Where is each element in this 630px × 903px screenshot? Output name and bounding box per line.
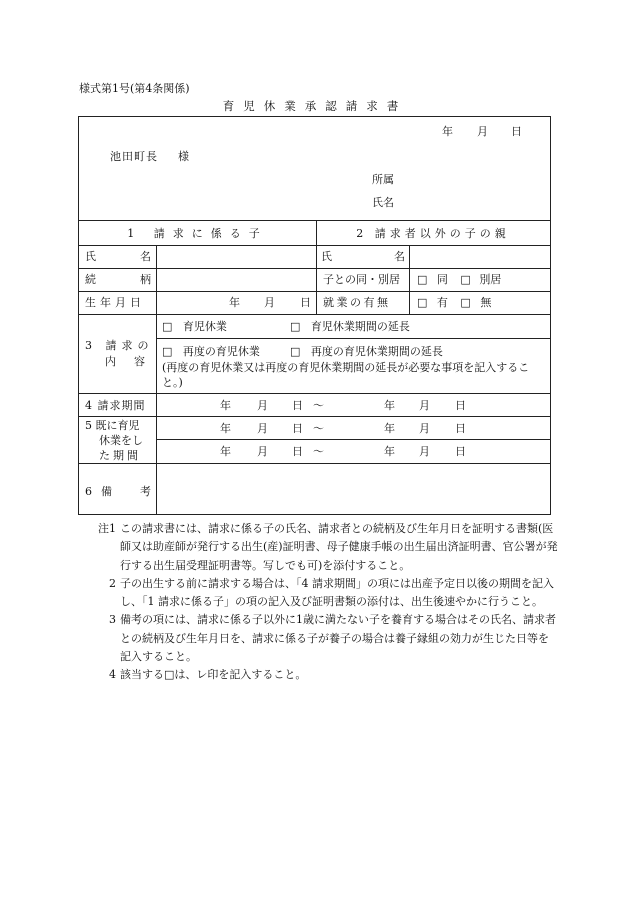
checkbox-leave-extension[interactable]: □ bbox=[290, 320, 301, 333]
note-text: この請求書には、請求に係る子の氏名、請求者との続柄及び生年月日を証明する書類(医師又は助産師が発行する出生(産)証明書、母子健康手帳の出生届出済証明書、官公署が発行する出生届受理証明書等。写しでも可)を添付すること。 bbox=[120, 522, 558, 572]
row-divider bbox=[79, 245, 550, 246]
row-divider bbox=[156, 338, 550, 339]
birthdate-label: 生年月日 bbox=[85, 296, 145, 309]
checkbox-same[interactable]: □ bbox=[417, 273, 428, 286]
row-divider bbox=[79, 291, 550, 292]
date-day: 日 bbox=[511, 125, 522, 138]
birth-month-unit: 月 bbox=[264, 296, 275, 309]
checkbox-repeat-leave[interactable]: □ bbox=[162, 345, 173, 358]
char: 氏 bbox=[321, 250, 332, 263]
row-divider bbox=[79, 314, 550, 315]
column-divider bbox=[156, 314, 157, 514]
checkbox-repeat-extension[interactable]: □ bbox=[290, 345, 301, 358]
option-repeat-extension: 再度の育児休業期間の延長 bbox=[310, 345, 443, 358]
note-text: 該当する□は、レ印を記入すること。 bbox=[120, 668, 307, 682]
date-month: 月 bbox=[477, 125, 488, 138]
notes-section bbox=[88, 520, 558, 685]
prior1-end-day: 日 bbox=[455, 422, 466, 435]
request-content-note: (再度の育児休業又は再度の育児休業期間の延長が必要な事項を記入すること。) bbox=[162, 361, 530, 389]
prior2-end-day: 日 bbox=[455, 445, 466, 458]
option-repeat-leave: 再度の育児休業 bbox=[182, 345, 260, 358]
request-option-row-2 bbox=[162, 345, 260, 358]
prior2-end-year: 年 bbox=[384, 445, 395, 458]
prior-leave-label-line1: 5 既に育児 bbox=[85, 419, 140, 432]
prior1-start-month: 月 bbox=[257, 422, 268, 435]
note-text: 備考の項には、請求に係る子以外に1歳に満たない子を養育する場合はその氏名、請求者との続柄及び生年月日を、請求に係る子が養子の場合は養子縁組の効力が生じた日等を記入すること。 bbox=[120, 613, 556, 664]
child-section-heading: 1 請求に係る子 bbox=[127, 227, 268, 240]
prior2-start-day: 日 bbox=[292, 445, 303, 458]
prior2-tilde: ～ bbox=[313, 445, 324, 458]
note-number: 注1 bbox=[98, 522, 116, 535]
prior2-end-month: 月 bbox=[419, 445, 430, 458]
checkbox-employed[interactable]: □ bbox=[417, 296, 428, 309]
request-period-label: 4 請求期間 bbox=[85, 399, 146, 412]
note-number: 3 bbox=[109, 613, 116, 627]
form-number: 様式第1号(第4条関係) bbox=[79, 82, 190, 95]
char: 備 bbox=[101, 485, 112, 498]
row-divider bbox=[79, 268, 550, 269]
note-item bbox=[88, 575, 558, 612]
checkbox-separate[interactable]: □ bbox=[460, 273, 471, 286]
row-divider bbox=[79, 416, 550, 417]
char: 続 bbox=[85, 273, 96, 286]
cohabit-separate-label: 別居 bbox=[479, 273, 502, 286]
note-item bbox=[88, 520, 558, 575]
char: 名 bbox=[394, 250, 405, 263]
prior-leave-label-line3: た期間 bbox=[99, 449, 141, 462]
prior1-start-day: 日 bbox=[292, 422, 303, 435]
birth-year-unit: 年 bbox=[229, 296, 240, 309]
period-end-month: 月 bbox=[419, 399, 430, 412]
request-form-table bbox=[78, 116, 551, 515]
birth-day-unit: 日 bbox=[300, 296, 311, 309]
date-year: 年 bbox=[442, 125, 453, 138]
char: 柄 bbox=[140, 273, 151, 286]
employment-label: 就業の有無 bbox=[323, 296, 391, 309]
row-divider bbox=[156, 439, 550, 440]
affiliation-label: 所属 bbox=[372, 173, 394, 186]
row-divider bbox=[79, 463, 550, 464]
child-name-label bbox=[85, 250, 151, 263]
document-title: 育児休業承認請求書 bbox=[222, 99, 408, 113]
column-divider bbox=[409, 245, 410, 314]
prior2-start-year: 年 bbox=[220, 445, 231, 458]
remarks-label bbox=[85, 485, 151, 498]
other-parent-name-label bbox=[321, 250, 405, 263]
employment-yes-label: 有 bbox=[436, 296, 448, 309]
employment-no-label: 無 bbox=[480, 296, 492, 309]
prior1-start-year: 年 bbox=[220, 422, 231, 435]
row-divider bbox=[79, 220, 550, 221]
prior1-tilde: ～ bbox=[313, 422, 324, 435]
addressee: 池田町長 bbox=[110, 150, 158, 163]
addressee-honorific: 様 bbox=[178, 150, 189, 163]
char: 氏 bbox=[85, 250, 96, 263]
period-end-year: 年 bbox=[384, 399, 395, 412]
checkbox-childcare-leave[interactable]: □ bbox=[162, 320, 173, 333]
relation-label bbox=[85, 273, 151, 286]
cohabit-label: 子との同・別居 bbox=[323, 273, 400, 286]
note-item bbox=[88, 611, 558, 666]
prior-leave-label-line2: 休業をし bbox=[99, 434, 143, 447]
employment-options bbox=[417, 296, 491, 309]
cohabit-options bbox=[417, 273, 501, 286]
spacer bbox=[121, 485, 131, 498]
row-divider bbox=[79, 393, 550, 394]
request-option-row-1b bbox=[290, 320, 410, 333]
other-parent-section-heading: 2 請求者以外の子の親 bbox=[356, 227, 510, 240]
period-start-month: 月 bbox=[257, 399, 268, 412]
period-end-day: 日 bbox=[455, 399, 466, 412]
request-option-row-2b bbox=[290, 345, 443, 358]
applicant-name-label: 氏名 bbox=[372, 196, 394, 209]
period-tilde: ～ bbox=[313, 399, 324, 412]
period-start-day: 日 bbox=[292, 399, 303, 412]
cohabit-same-label: 同 bbox=[436, 273, 448, 286]
request-content-label-line1: 3 請求の bbox=[85, 339, 154, 352]
column-divider bbox=[156, 245, 157, 314]
char: 考 bbox=[140, 485, 151, 498]
option-leave-extension: 育児休業期間の延長 bbox=[310, 320, 410, 333]
period-start-year: 年 bbox=[220, 399, 231, 412]
prior1-end-month: 月 bbox=[419, 422, 430, 435]
note-text: 子の出生する前に請求する場合は、「4 請求期間」の項には出産予定日以後の期間を記入し、「1 請求に係る子」の項の記入及び証明書類の添付は、出生後速やかに行うこと。 bbox=[120, 576, 554, 609]
option-childcare-leave: 育児休業 bbox=[182, 320, 227, 333]
prior1-end-year: 年 bbox=[384, 422, 395, 435]
char: 名 bbox=[140, 250, 151, 263]
request-option-row-1 bbox=[162, 320, 227, 333]
note-number: 4 bbox=[109, 668, 116, 682]
checkbox-not-employed[interactable]: □ bbox=[460, 296, 471, 309]
note-number: 2 bbox=[109, 576, 116, 590]
request-content-label-line2: 内容 bbox=[105, 355, 163, 368]
prior2-start-month: 月 bbox=[257, 445, 268, 458]
char: 6 bbox=[85, 485, 92, 498]
note-item bbox=[88, 666, 558, 684]
